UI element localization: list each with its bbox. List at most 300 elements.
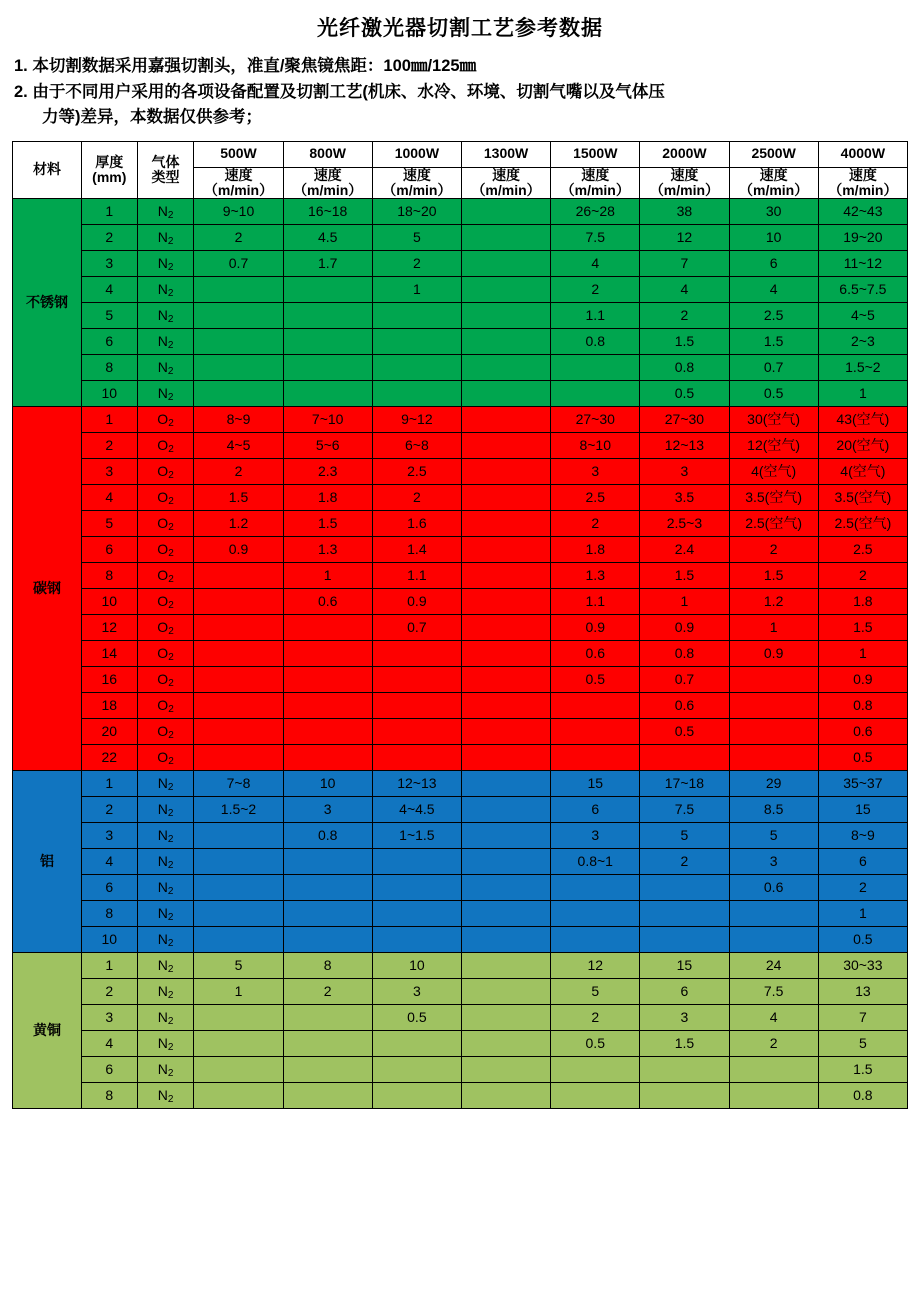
speed-cell: 29 <box>729 771 818 797</box>
gas-cell: $O_2$ <box>137 693 194 719</box>
table-row <box>13 251 908 277</box>
speed-cell: 6 <box>729 251 818 277</box>
material-cell: 黄铜 <box>13 953 82 1109</box>
speed-cell <box>194 329 283 355</box>
thickness-cell: 2 <box>81 433 137 459</box>
speed-cell: 3 <box>729 849 818 875</box>
page-title: 光纤激光器切割工艺参考数据 <box>317 17 603 40</box>
speed-cell: 0.7 <box>372 615 461 641</box>
gas-cell: $N_2$ <box>137 225 194 251</box>
speed-cell <box>194 1057 283 1083</box>
speed-cell: 19~20 <box>818 225 907 251</box>
table-row <box>13 901 908 927</box>
speed-cell <box>461 277 550 303</box>
speed-cell: 3 <box>640 1005 729 1031</box>
speed-cell: 8 <box>283 953 372 979</box>
thickness-cell: 12 <box>81 615 137 641</box>
speed-cell: 9~10 <box>194 199 283 225</box>
speed-cell <box>461 199 550 225</box>
header-speed-1000w: 速度 （m/min） <box>372 167 461 199</box>
gas-cell: $O_2$ <box>137 433 194 459</box>
material-cell: 铝 <box>13 771 82 953</box>
speed-cell: 2 <box>551 1005 640 1031</box>
table-row <box>13 693 908 719</box>
table-row <box>13 433 908 459</box>
speed-cell: 3.5 <box>640 485 729 511</box>
speed-cell <box>194 615 283 641</box>
speed-cell <box>461 355 550 381</box>
speed-cell <box>283 1057 372 1083</box>
speed-cell <box>461 953 550 979</box>
speed-cell: 1.1 <box>551 589 640 615</box>
material-cell: 碳钢 <box>13 407 82 771</box>
speed-cell: 1.3 <box>283 537 372 563</box>
table-row <box>13 563 908 589</box>
speed-cell <box>194 589 283 615</box>
speed-cell: 1.8 <box>818 589 907 615</box>
speed-cell <box>194 693 283 719</box>
speed-cell <box>461 1057 550 1083</box>
header-row-power <box>13 141 908 167</box>
speed-cell: 2 <box>283 979 372 1005</box>
speed-cell: 0.9 <box>818 667 907 693</box>
speed-cell <box>372 745 461 771</box>
gas-cell: $N_2$ <box>137 771 194 797</box>
table-row <box>13 1031 908 1057</box>
speed-cell: 2.5 <box>551 485 640 511</box>
header-speed-4000w: 速度 （m/min） <box>818 167 907 199</box>
speed-cell: 1.5 <box>194 485 283 511</box>
gas-cell: $N_2$ <box>137 797 194 823</box>
speed-cell <box>461 719 550 745</box>
speed-cell <box>372 1083 461 1109</box>
gas-cell: $O_2$ <box>137 615 194 641</box>
gas-cell: $N_2$ <box>137 1031 194 1057</box>
speed-cell: 4(空气) <box>729 459 818 485</box>
speed-cell <box>461 797 550 823</box>
speed-cell <box>461 745 550 771</box>
thickness-cell: 3 <box>81 251 137 277</box>
speed-cell: 0.9 <box>640 615 729 641</box>
speed-cell <box>729 1083 818 1109</box>
gas-cell: $O_2$ <box>137 459 194 485</box>
speed-cell <box>283 641 372 667</box>
header-speed-1300w: 速度 （m/min） <box>461 167 550 199</box>
speed-cell: 12 <box>551 953 640 979</box>
speed-cell: 0.7 <box>194 251 283 277</box>
speed-cell: 0.9 <box>551 615 640 641</box>
speed-cell: 2 <box>818 875 907 901</box>
speed-cell: 20(空气) <box>818 433 907 459</box>
speed-cell <box>640 927 729 953</box>
speed-cell: 0.8 <box>283 823 372 849</box>
speed-cell: 27~30 <box>640 407 729 433</box>
gas-cell: $N_2$ <box>137 953 194 979</box>
speed-cell <box>461 849 550 875</box>
speed-cell <box>283 667 372 693</box>
table-row <box>13 537 908 563</box>
table-row <box>13 1083 908 1109</box>
speed-cell <box>372 927 461 953</box>
table-row <box>13 407 908 433</box>
speed-cell: 4.5 <box>283 225 372 251</box>
speed-cell <box>283 303 372 329</box>
speed-cell <box>283 1031 372 1057</box>
speed-cell <box>461 641 550 667</box>
table-row <box>13 277 908 303</box>
speed-cell: 5 <box>640 823 729 849</box>
gas-cell: $N_2$ <box>137 927 194 953</box>
thickness-cell: 8 <box>81 901 137 927</box>
speed-cell <box>729 927 818 953</box>
speed-cell: 0.5 <box>551 1031 640 1057</box>
speed-cell: 0.6 <box>283 589 372 615</box>
speed-cell <box>283 849 372 875</box>
speed-cell: 8.5 <box>729 797 818 823</box>
speed-cell: 12~13 <box>640 433 729 459</box>
table-row <box>13 1005 908 1031</box>
gas-cell: $N_2$ <box>137 199 194 225</box>
gas-cell: $N_2$ <box>137 277 194 303</box>
speed-cell: 2 <box>372 485 461 511</box>
speed-cell <box>461 667 550 693</box>
speed-cell <box>640 875 729 901</box>
speed-cell <box>551 901 640 927</box>
speed-cell: 0.8~1 <box>551 849 640 875</box>
speed-cell <box>372 667 461 693</box>
speed-cell <box>194 667 283 693</box>
speed-cell <box>372 329 461 355</box>
table-row <box>13 641 908 667</box>
thickness-cell: 10 <box>81 927 137 953</box>
speed-cell <box>283 927 372 953</box>
gas-cell: $N_2$ <box>137 1083 194 1109</box>
table-row <box>13 745 908 771</box>
speed-cell: 3 <box>551 823 640 849</box>
speed-cell: 17~18 <box>640 771 729 797</box>
speed-cell: 1.1 <box>372 563 461 589</box>
speed-cell <box>461 927 550 953</box>
speed-cell: 0.5 <box>640 381 729 407</box>
speed-cell <box>194 1005 283 1031</box>
gas-cell: $N_2$ <box>137 1057 194 1083</box>
speed-cell: 0.5 <box>640 719 729 745</box>
speed-cell: 1~1.5 <box>372 823 461 849</box>
header-power-800w: 800W <box>283 141 372 167</box>
speed-cell: 0.9 <box>372 589 461 615</box>
thickness-cell: 2 <box>81 225 137 251</box>
speed-cell: 6.5~7.5 <box>818 277 907 303</box>
speed-cell: 2 <box>640 849 729 875</box>
speed-cell <box>283 719 372 745</box>
speed-cell: 0.5 <box>818 745 907 771</box>
header-power-1000w: 1000W <box>372 141 461 167</box>
thickness-cell: 4 <box>81 485 137 511</box>
table-row <box>13 849 908 875</box>
speed-cell <box>194 355 283 381</box>
speed-cell: 1.8 <box>551 537 640 563</box>
thickness-cell: 22 <box>81 745 137 771</box>
speed-cell: 7.5 <box>729 979 818 1005</box>
speed-cell: 0.8 <box>640 355 729 381</box>
speed-cell <box>729 1057 818 1083</box>
gas-cell: $N_2$ <box>137 355 194 381</box>
speed-cell <box>461 979 550 1005</box>
speed-cell: 4 <box>551 251 640 277</box>
speed-cell: 12~13 <box>372 771 461 797</box>
speed-cell <box>194 1083 283 1109</box>
speed-cell <box>372 381 461 407</box>
speed-cell <box>283 277 372 303</box>
speed-cell <box>283 745 372 771</box>
speed-cell: 3.5(空气) <box>818 485 907 511</box>
speed-cell: 1.5 <box>818 1057 907 1083</box>
speed-cell: 7~8 <box>194 771 283 797</box>
speed-cell: 1 <box>818 901 907 927</box>
speed-cell: 0.6 <box>551 641 640 667</box>
speed-cell: 1.6 <box>372 511 461 537</box>
speed-cell: 15 <box>551 771 640 797</box>
thickness-cell: 3 <box>81 1005 137 1031</box>
speed-cell: 2.5(空气) <box>729 511 818 537</box>
thickness-cell: 4 <box>81 277 137 303</box>
header-power-1300w: 1300W <box>461 141 550 167</box>
speed-cell: 43(空气) <box>818 407 907 433</box>
speed-cell <box>461 485 550 511</box>
speed-cell: 15 <box>640 953 729 979</box>
speed-cell: 18~20 <box>372 199 461 225</box>
thickness-cell: 1 <box>81 199 137 225</box>
table-row <box>13 1057 908 1083</box>
note-line-2-cont: 力等)差异，本数据仅供参考； <box>42 108 262 127</box>
speed-cell <box>461 511 550 537</box>
speed-cell: 1 <box>372 277 461 303</box>
document-page <box>0 12 920 1312</box>
speed-cell: 3 <box>640 459 729 485</box>
speed-cell <box>194 745 283 771</box>
speed-cell: 26~28 <box>551 199 640 225</box>
speed-cell: 4(空气) <box>818 459 907 485</box>
speed-cell: 7 <box>818 1005 907 1031</box>
speed-cell: 8~9 <box>818 823 907 849</box>
speed-cell: 30(空气) <box>729 407 818 433</box>
table-row <box>13 979 908 1005</box>
table-row <box>13 303 908 329</box>
gas-cell: $N_2$ <box>137 875 194 901</box>
gas-cell: $O_2$ <box>137 667 194 693</box>
speed-cell: 13 <box>818 979 907 1005</box>
speed-cell: 1 <box>729 615 818 641</box>
speed-cell: 27~30 <box>551 407 640 433</box>
speed-cell: 2.5 <box>372 459 461 485</box>
speed-cell: 7~10 <box>283 407 372 433</box>
thickness-cell: 2 <box>81 979 137 1005</box>
gas-cell: $O_2$ <box>137 485 194 511</box>
table-row <box>13 485 908 511</box>
speed-cell <box>194 849 283 875</box>
speed-cell: 4 <box>640 277 729 303</box>
speed-cell: 2 <box>372 251 461 277</box>
speed-cell: 4 <box>729 1005 818 1031</box>
speed-cell <box>372 875 461 901</box>
speed-cell <box>461 251 550 277</box>
table-row <box>13 875 908 901</box>
speed-cell: 1.2 <box>729 589 818 615</box>
gas-cell: $N_2$ <box>137 381 194 407</box>
speed-cell <box>461 433 550 459</box>
thickness-cell: 8 <box>81 1083 137 1109</box>
table-header <box>13 141 908 199</box>
speed-cell <box>640 901 729 927</box>
speed-cell <box>461 407 550 433</box>
speed-cell <box>640 1057 729 1083</box>
thickness-cell: 3 <box>81 459 137 485</box>
speed-cell <box>283 875 372 901</box>
speed-cell: 1.5~2 <box>194 797 283 823</box>
thickness-cell: 6 <box>81 537 137 563</box>
table-row <box>13 771 908 797</box>
speed-cell: 12 <box>640 225 729 251</box>
speed-cell <box>461 823 550 849</box>
speed-cell: 11~12 <box>818 251 907 277</box>
speed-cell: 10 <box>372 953 461 979</box>
speed-cell: 24 <box>729 953 818 979</box>
speed-cell <box>194 719 283 745</box>
thickness-cell: 5 <box>81 303 137 329</box>
thickness-cell: 4 <box>81 1031 137 1057</box>
thickness-cell: 5 <box>81 511 137 537</box>
speed-cell: 1.5 <box>729 563 818 589</box>
thickness-cell: 16 <box>81 667 137 693</box>
speed-cell: 1 <box>640 589 729 615</box>
speed-cell: 0.6 <box>640 693 729 719</box>
speed-cell <box>194 641 283 667</box>
speed-cell: 1 <box>283 563 372 589</box>
speed-cell: 35~37 <box>818 771 907 797</box>
speed-cell: 2 <box>194 459 283 485</box>
thickness-cell: 4 <box>81 849 137 875</box>
thickness-cell: 6 <box>81 1057 137 1083</box>
table-row <box>13 589 908 615</box>
speed-cell <box>729 667 818 693</box>
speed-cell <box>283 693 372 719</box>
table-row <box>13 511 908 537</box>
header-speed-1500w: 速度 （m/min） <box>551 167 640 199</box>
speed-cell: 3.5(空气) <box>729 485 818 511</box>
thickness-cell: 1 <box>81 953 137 979</box>
speed-cell: 4~5 <box>194 433 283 459</box>
speed-cell <box>461 1083 550 1109</box>
header-thickness: 厚度 (mm) <box>81 141 137 199</box>
speed-cell <box>551 355 640 381</box>
speed-cell: 6~8 <box>372 433 461 459</box>
gas-cell: $O_2$ <box>137 745 194 771</box>
speed-cell <box>461 615 550 641</box>
speed-cell: 2.5~3 <box>640 511 729 537</box>
speed-cell: 0.9 <box>194 537 283 563</box>
notes-block <box>0 54 920 131</box>
speed-cell <box>283 901 372 927</box>
gas-cell: $N_2$ <box>137 1005 194 1031</box>
speed-cell: 1.3 <box>551 563 640 589</box>
header-speed-800w: 速度 （m/min） <box>283 167 372 199</box>
thickness-cell: 1 <box>81 407 137 433</box>
speed-cell <box>640 1083 729 1109</box>
speed-cell: 3 <box>372 979 461 1005</box>
gas-cell: $O_2$ <box>137 563 194 589</box>
table-row <box>13 927 908 953</box>
speed-cell: 6 <box>551 797 640 823</box>
speed-cell: 1.5 <box>640 1031 729 1057</box>
speed-cell <box>551 1083 640 1109</box>
note-line-1: 1. 本切割数据采用嘉强切割头，准直/聚焦镜焦距：100㎜/125㎜ <box>14 57 477 75</box>
speed-cell <box>461 771 550 797</box>
speed-cell: 2 <box>729 1031 818 1057</box>
speed-cell <box>551 693 640 719</box>
thickness-cell: 18 <box>81 693 137 719</box>
speed-cell: 10 <box>283 771 372 797</box>
speed-cell <box>372 693 461 719</box>
speed-cell <box>372 641 461 667</box>
speed-cell: 4 <box>729 277 818 303</box>
speed-cell: 2.4 <box>640 537 729 563</box>
speed-cell <box>194 563 283 589</box>
speed-cell <box>372 1057 461 1083</box>
speed-cell: 1.8 <box>283 485 372 511</box>
speed-cell <box>729 693 818 719</box>
header-power-2000w: 2000W <box>640 141 729 167</box>
speed-cell: 6 <box>818 849 907 875</box>
speed-cell: 0.8 <box>640 641 729 667</box>
table-row <box>13 823 908 849</box>
speed-cell: 2.5 <box>818 537 907 563</box>
speed-cell <box>372 901 461 927</box>
speed-cell <box>461 1031 550 1057</box>
speed-cell: 0.8 <box>551 329 640 355</box>
header-power-1500w: 1500W <box>551 141 640 167</box>
speed-cell <box>283 615 372 641</box>
speed-cell: 0.6 <box>818 719 907 745</box>
speed-cell <box>461 225 550 251</box>
speed-cell <box>372 1031 461 1057</box>
header-gas-type: 气体 类型 <box>137 141 194 199</box>
speed-cell: 5~6 <box>283 433 372 459</box>
speed-cell <box>461 589 550 615</box>
speed-cell: 5 <box>551 979 640 1005</box>
material-cell: 不锈钢 <box>13 199 82 407</box>
speed-cell: 38 <box>640 199 729 225</box>
speed-cell: 0.8 <box>818 1083 907 1109</box>
speed-cell <box>194 901 283 927</box>
speed-cell: 7 <box>640 251 729 277</box>
speed-cell <box>372 355 461 381</box>
speed-cell <box>551 745 640 771</box>
table-body <box>13 199 908 1109</box>
speed-cell <box>551 927 640 953</box>
speed-cell <box>461 693 550 719</box>
speed-cell: 5 <box>194 953 283 979</box>
table-row <box>13 953 908 979</box>
gas-cell: $N_2$ <box>137 329 194 355</box>
speed-cell: 2 <box>640 303 729 329</box>
speed-cell: 8~10 <box>551 433 640 459</box>
gas-cell: $N_2$ <box>137 823 194 849</box>
speed-cell: 1.7 <box>283 251 372 277</box>
speed-cell: 30 <box>729 199 818 225</box>
speed-cell: 7.5 <box>551 225 640 251</box>
gas-cell: $N_2$ <box>137 303 194 329</box>
speed-cell: 2 <box>551 511 640 537</box>
